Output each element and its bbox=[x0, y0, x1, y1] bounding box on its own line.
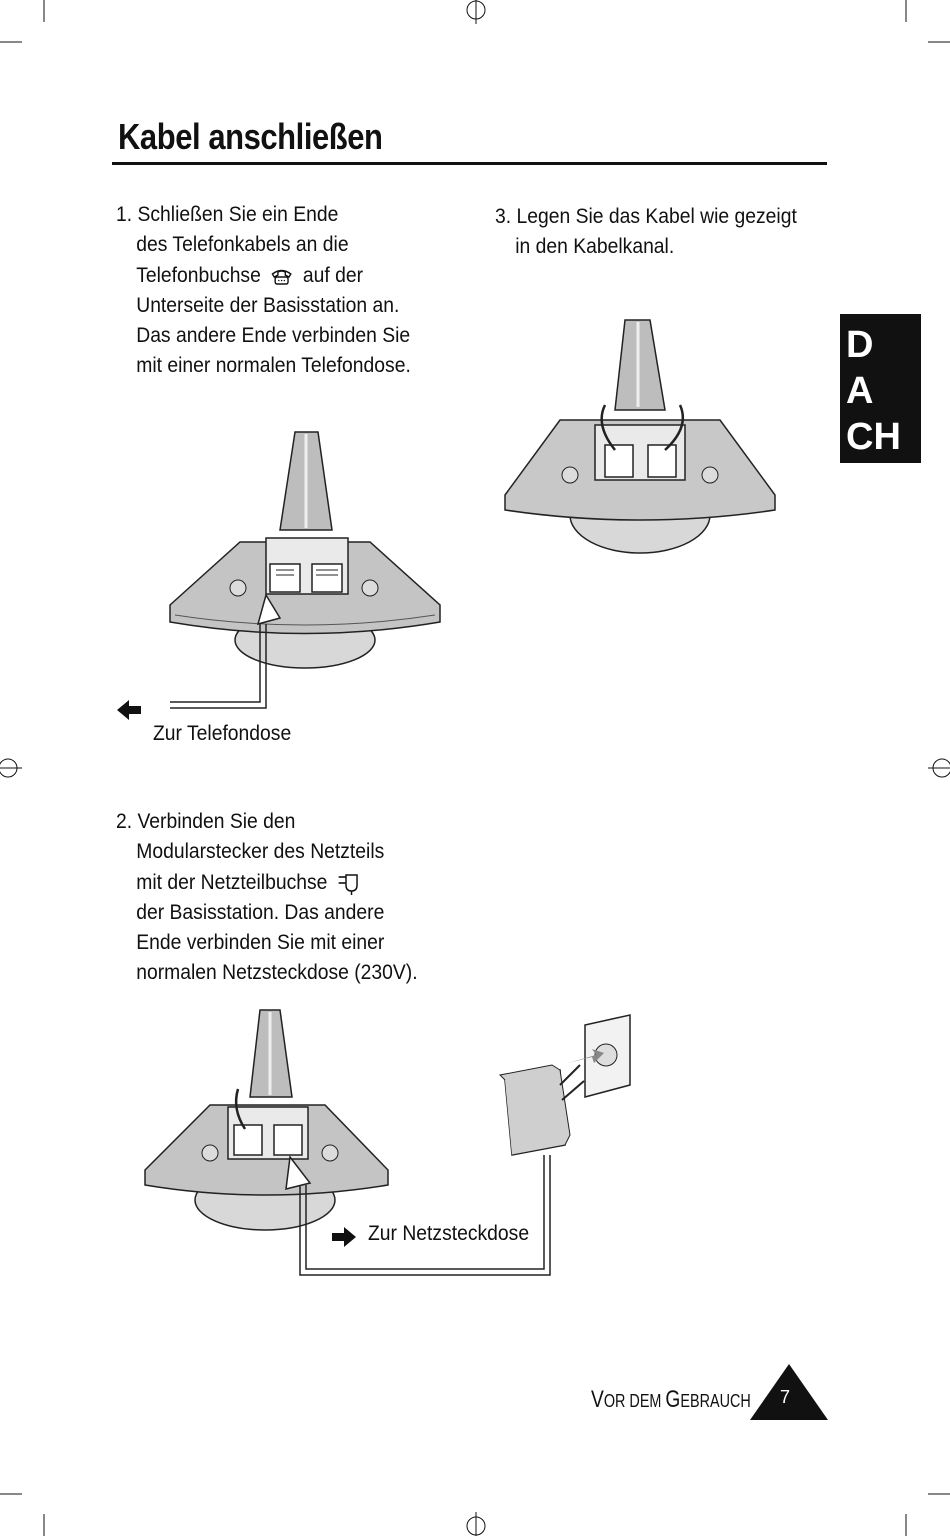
footer-ebrauch: EBRAUCH bbox=[680, 1391, 751, 1411]
footer-v: V bbox=[591, 1386, 604, 1413]
arrow-left-icon bbox=[117, 700, 143, 720]
step-2-line-1: 2. Verbinden Sie den bbox=[116, 810, 296, 833]
step-2-line-2: Modularstecker des Netzteils bbox=[136, 840, 385, 864]
step-1-line-1: 1. Schließen Sie ein Ende bbox=[116, 203, 339, 226]
step-2-line-5: Ende verbinden Sie mit einer bbox=[136, 931, 385, 955]
footer-g: G bbox=[665, 1386, 681, 1413]
caption-power-socket: Zur Netzsteckdose bbox=[368, 1222, 530, 1245]
step-2-line-3a: mit der Netzteilbuchse bbox=[136, 870, 328, 894]
telephone-icon bbox=[270, 266, 294, 286]
step-2-line-3 bbox=[116, 868, 418, 898]
base-station-phone-illustration bbox=[170, 430, 500, 730]
section-footer bbox=[591, 1386, 751, 1414]
step-1-line-3a: Telefonbuchse bbox=[136, 263, 261, 287]
title-rule bbox=[112, 162, 827, 165]
step-1-line-3b: auf der bbox=[302, 263, 364, 287]
step-3-text bbox=[495, 202, 797, 263]
page-number: 7 bbox=[780, 1387, 791, 1407]
step-2-line-6: normalen Netzsteckdose (230V). bbox=[136, 961, 418, 985]
cable-channel-illustration bbox=[500, 315, 790, 565]
step-2-text bbox=[116, 807, 418, 989]
step-2-line-4: der Basisstation. Das andere bbox=[136, 900, 385, 924]
step-1-text bbox=[116, 200, 411, 382]
page-title: Kabel anschließen bbox=[118, 116, 383, 157]
step-1-line-5: Das andere Ende verbinden Sie bbox=[136, 324, 411, 348]
step-1-line-4: Unterseite der Basisstation an. bbox=[136, 293, 400, 317]
step-3-line-1: 3. Legen Sie das Kabel wie gezeigt bbox=[495, 205, 797, 228]
caption-phone-socket: Zur Telefondose bbox=[153, 722, 292, 745]
step-3-line-2: in den Kabelkanal. bbox=[515, 235, 675, 259]
footer-or-dem: OR DEM bbox=[603, 1391, 666, 1411]
lang-ch: CH bbox=[846, 416, 901, 458]
step-1-line-2: des Telefonkabels an die bbox=[136, 233, 349, 257]
lang-a: A bbox=[846, 370, 874, 412]
step-1-line-3 bbox=[116, 261, 411, 291]
language-tab bbox=[840, 314, 921, 463]
lang-d: D bbox=[846, 324, 874, 366]
power-plug-icon bbox=[336, 871, 360, 895]
arrow-right-icon bbox=[330, 1227, 356, 1247]
step-1-line-6: mit einer normalen Telefondose. bbox=[136, 354, 411, 378]
base-station-power-illustration bbox=[140, 1005, 640, 1295]
